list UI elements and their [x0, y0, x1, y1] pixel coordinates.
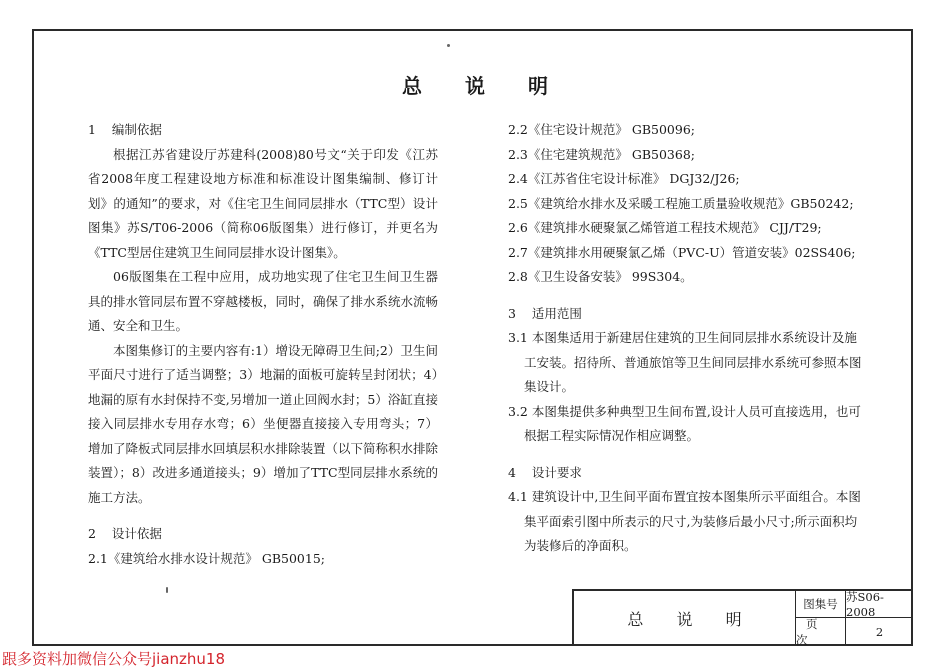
scan-speck	[166, 587, 168, 593]
list-item: 2.8《卫生设备安装》 99S304。	[508, 269, 693, 284]
footer-note: 跟多资料加微信公众号jianzhu18	[2, 650, 226, 668]
paragraph: 根据江苏省建设厅苏建科(2008)80号文“关于印发《江苏省2008年度工程建设地方标准和标准设计图集编制、修订计划》的通知”的要求，对《住宅卫生间同层排水（TTC型）设计图集》苏S/T06-2006（简称06版图集）进行修订，并更名为《TTC型居住建筑卫生间同层排水设计图集》。	[88, 146, 438, 260]
title-block	[572, 589, 913, 646]
list-item: 2.6《建筑排水硬聚氯乙烯管道工程技术规范》 CJJ/T29;	[508, 220, 822, 235]
section-heading: 4 设计要求	[508, 464, 582, 480]
atlas-number-label: 图集号	[796, 591, 846, 618]
page-title: 总 说 明	[402, 74, 566, 98]
title-block-name: 总 说 明	[574, 591, 796, 646]
list-item: 2.2《住宅设计规范》 GB50096;	[508, 122, 695, 137]
list-item: 3.1 本图集适用于新建居住建筑的卫生间同层排水系统设计及施工安装。招待所、普通旅馆等卫生间同层排水系统可参照本图集设计。	[508, 330, 862, 394]
list-item: 2.4《江苏省住宅设计标准》 DGJ32/J26;	[508, 171, 740, 186]
list-item: 4.1 建筑设计中,卫生间平面布置宜按本图集所示平面组合。本图集平面索引图中所表示的尺寸,为装修后最小尺寸;所示面积均为装修后的净面积。	[508, 489, 861, 553]
page-number-label: 页次	[796, 618, 846, 646]
right-column	[508, 118, 868, 559]
page-number-value: 2	[875, 625, 884, 639]
section-heading: 1 编制依据	[88, 122, 162, 137]
list-item: 2.1《建筑给水排水设计规范》 GB50015;	[88, 550, 326, 566]
paragraph: 06版图集在工程中应用，成功地实现了住宅卫生间卫生器具的排水管同层布置不穿越楼板，同时，确保了排水系统水流畅通、安全和卫生。	[88, 269, 439, 333]
paragraph: 本图集修订的主要内容有:1）增设无障碍卫生间;2）卫生间平面尺寸进行了适当调整；3）地漏的面板可旋转呈封闭状；4）地漏的原有水封保持不变,另增加一道止回阀水封；5）浴缸直接接入同层排水专用存水弯；6）坐便器直接接入专用弯头；7）增加了降板式同层排水回填层积水排除装置（以下简称积水排除装置）；8）改进多通道接头；9）增加了TTC型同层排水系统的施工方法。	[88, 342, 439, 505]
list-item: 2.5《建筑给水排水及采暖工程施工质量验收规范》GB50242;	[508, 195, 854, 211]
list-item: 2.3《住宅建筑规范》 GB50368;	[508, 146, 695, 162]
section-heading: 2 设计依据	[88, 526, 162, 541]
scan-speck	[447, 44, 450, 47]
list-item: 2.7《建筑排水用硬聚氯乙烯（PVC-U）管道安装》02SS406;	[508, 244, 856, 260]
list-item: 3.2 本图集提供多种典型卫生间布置,设计人员可直接选用，也可根据工程实际情况作相应调整。	[508, 403, 861, 443]
section-heading: 3 适用范围	[508, 305, 582, 321]
left-column	[88, 118, 438, 571]
atlas-number-value: 苏S06-2008	[846, 591, 913, 618]
